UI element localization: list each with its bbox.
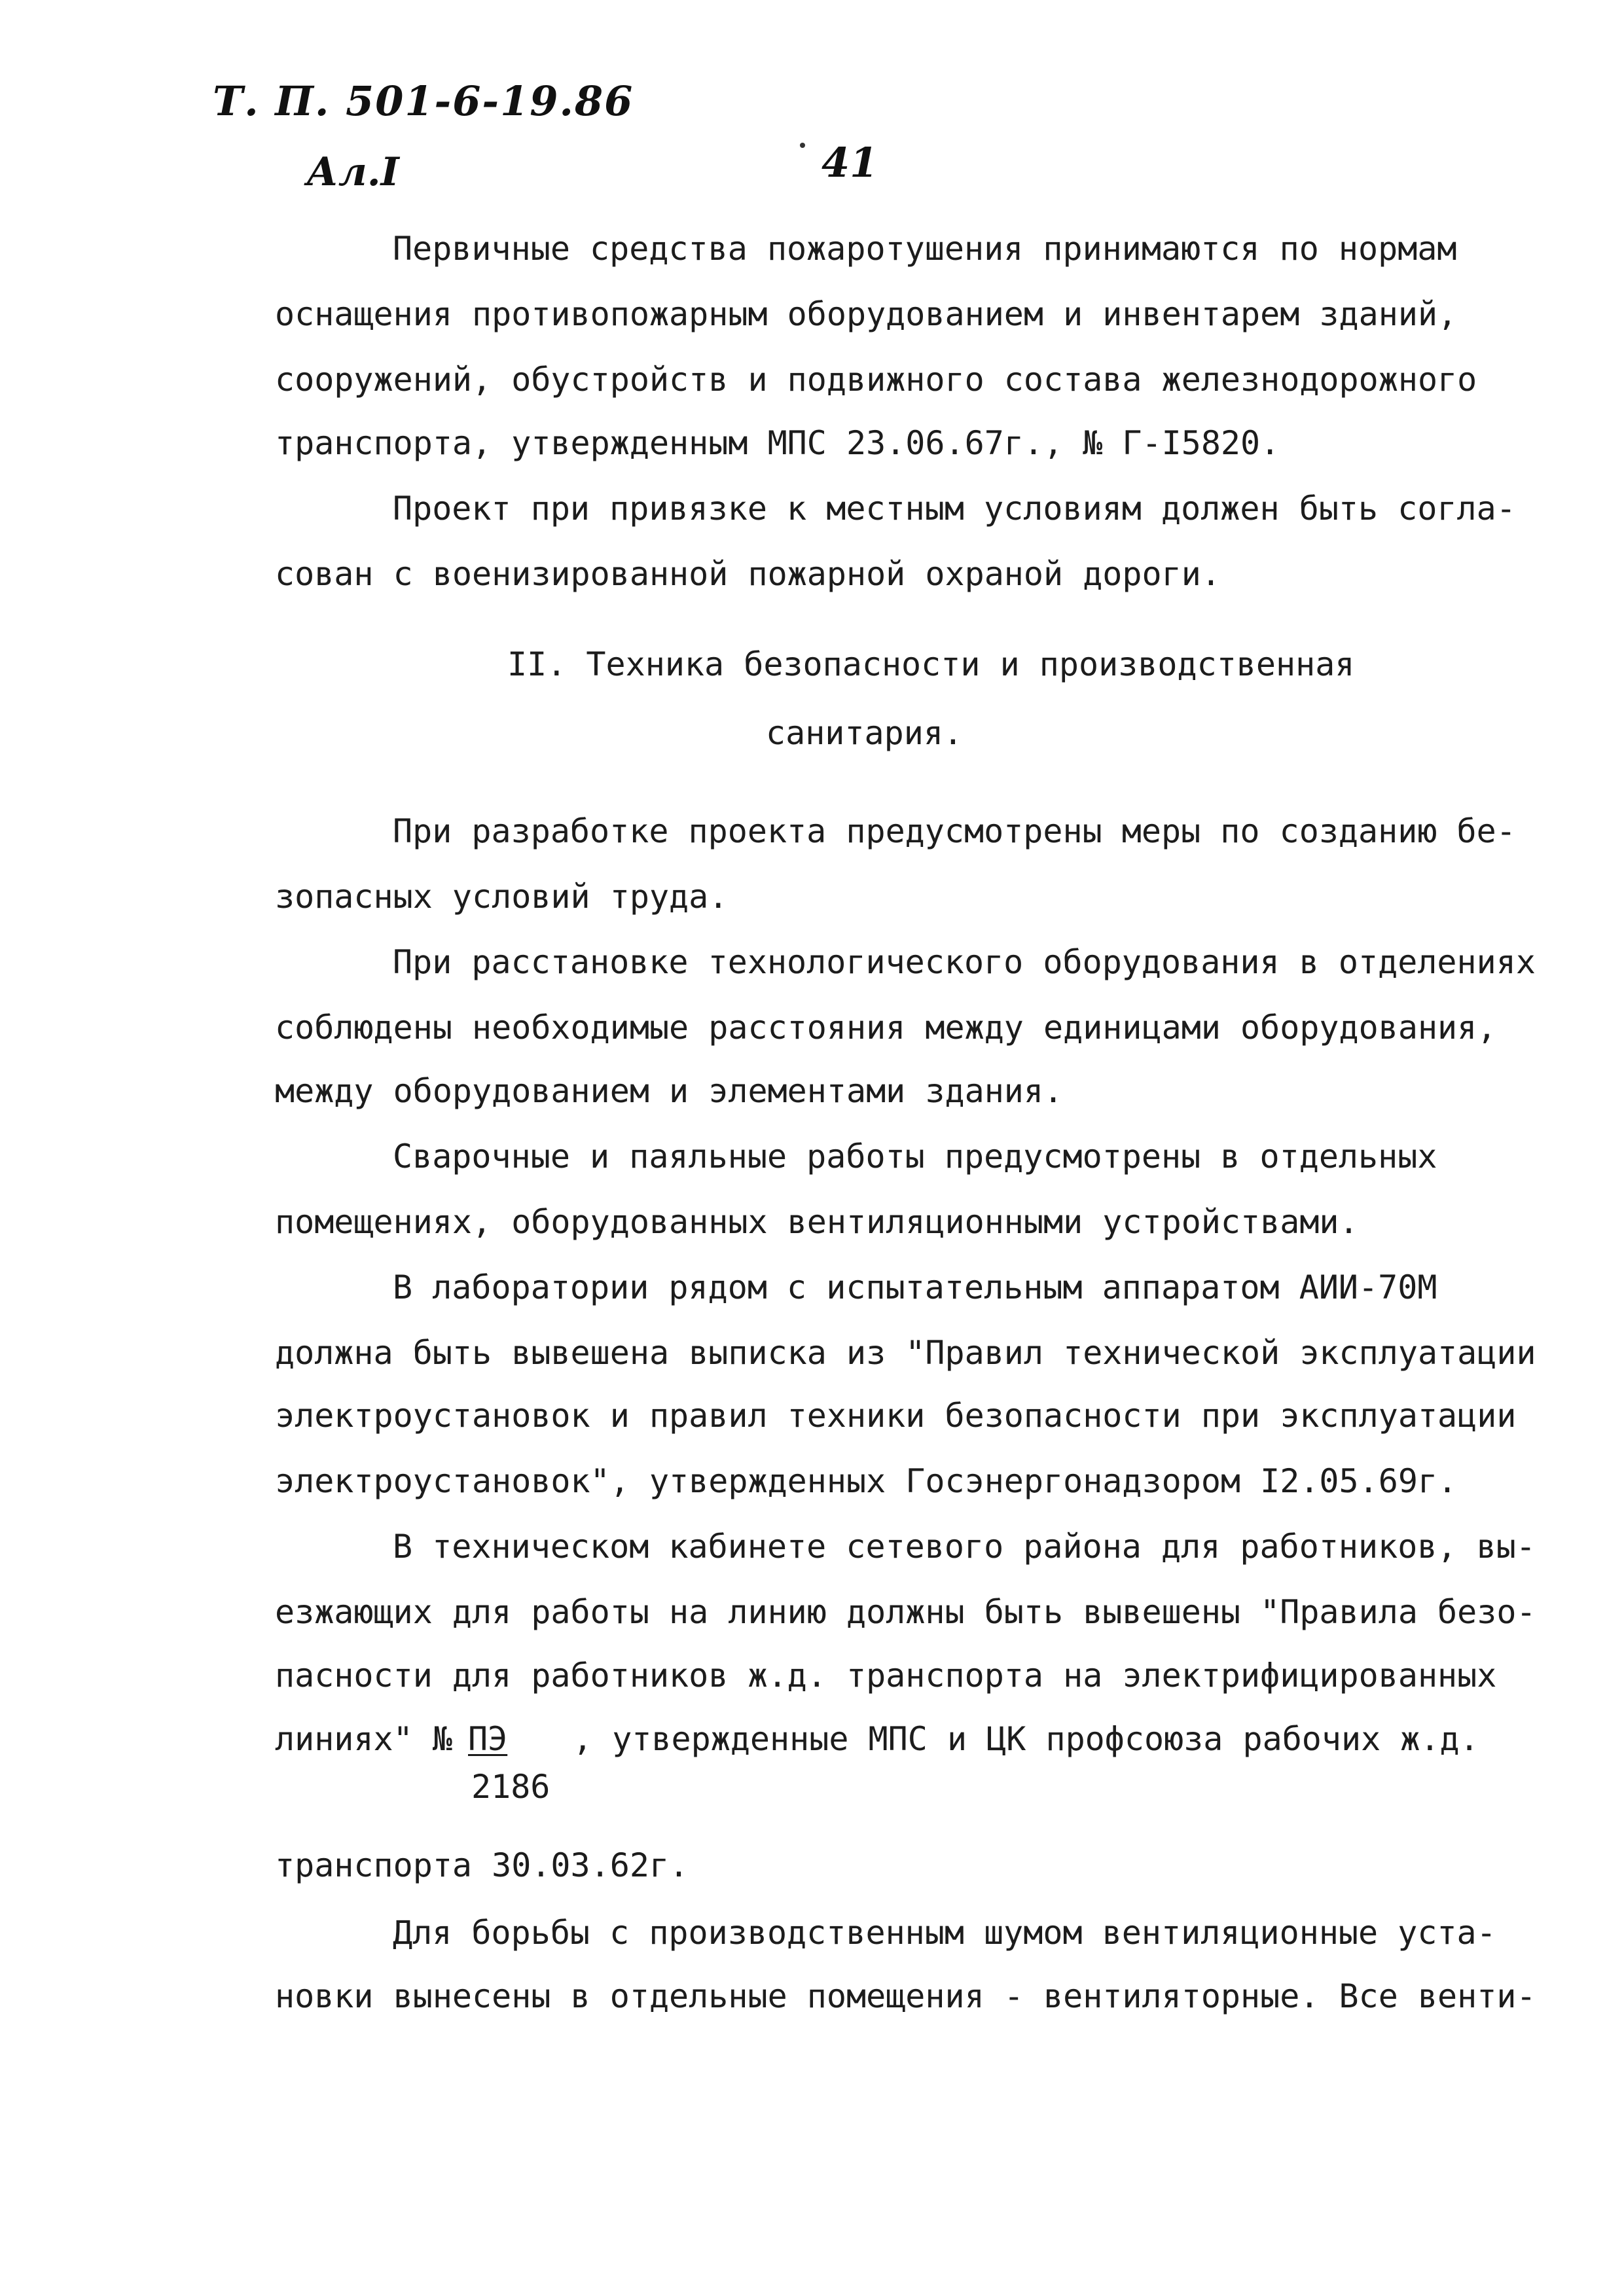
text-line: зопасных условий труда. — [275, 878, 729, 916]
text-line: При расстановке технологического оборудования в отделениях — [393, 943, 1536, 981]
text-line: При разработке проекта предусмотрены меры по созданию бе- — [393, 812, 1516, 850]
section-heading: II. Техника безопасности и производственная — [507, 645, 1355, 683]
text-line: Проект при привязке к местным условиям должен быть согла- — [393, 490, 1516, 528]
text-line: помещениях, оборудованных вентиляционными устройствами. — [275, 1203, 1359, 1241]
text-line: электроустановок", утвержденных Госэнергонадзором I2.05.69г. — [275, 1462, 1458, 1500]
text-line: электроустановок и правил техники безопасности при эксплуатации — [275, 1397, 1517, 1435]
section-heading-cont: санитария. — [766, 714, 964, 752]
text-line: соблюдены необходимые расстояния между единицами оборудования, — [275, 1009, 1497, 1047]
document-reference: Т. П. 501-6-19.86 — [213, 77, 634, 125]
text-line: транспорта, утвержденным МПС 23.06.67г., № Г-I5820. — [275, 424, 1280, 462]
text-line: Сварочные и паяльные работы предусмотрены в отдельных — [393, 1138, 1437, 1175]
text-line: пасности для работников ж.д. транспорта на электрифицированных — [275, 1657, 1497, 1695]
text-line: сован с военизированной пожарной охраной дороги. — [275, 555, 1221, 593]
text-line: транспорта 30.03.62г. — [275, 1846, 689, 1884]
text-line: новки вынесены в отдельные помещения - вентиляторные. Все венти- — [275, 1977, 1536, 2015]
document-code-denominator: 2186 — [471, 1768, 550, 1806]
text-line: оснащения противопожарным оборудованием и инвентарем зданий, — [275, 295, 1458, 333]
text-line: Для борьбы с производственным шумом вентиляционные уста- — [393, 1914, 1496, 1952]
text-line: езжающих для работы на линию должны быть вывешены "Правила безо- — [275, 1593, 1536, 1631]
page-number: 41 — [821, 139, 878, 187]
text-line: должна быть вывешена выписка из "Правил технической эксплуатации — [275, 1334, 1536, 1372]
text-line: сооружений, обустройств и подвижного состава железнодорожного — [275, 361, 1477, 399]
text-line: , утвержденные МПС и ЦК профсоюза рабочих ж.д. — [573, 1720, 1479, 1758]
text-line: В лаборатории рядом с испытательным аппаратом АИИ-70М — [393, 1268, 1437, 1306]
sheet-label: Ал.I — [306, 149, 399, 195]
text-line: Первичные средства пожаротушения принимаются по нормам — [393, 230, 1457, 268]
document-code-numerator: ПЭ — [468, 1720, 508, 1758]
text-line: между оборудованием и элементами здания. — [275, 1072, 1064, 1110]
text-line: В техническом кабинете сетевого района для работников, вы- — [393, 1528, 1536, 1566]
text-line: линиях" № — [275, 1720, 452, 1758]
margin-mark — [800, 143, 805, 148]
